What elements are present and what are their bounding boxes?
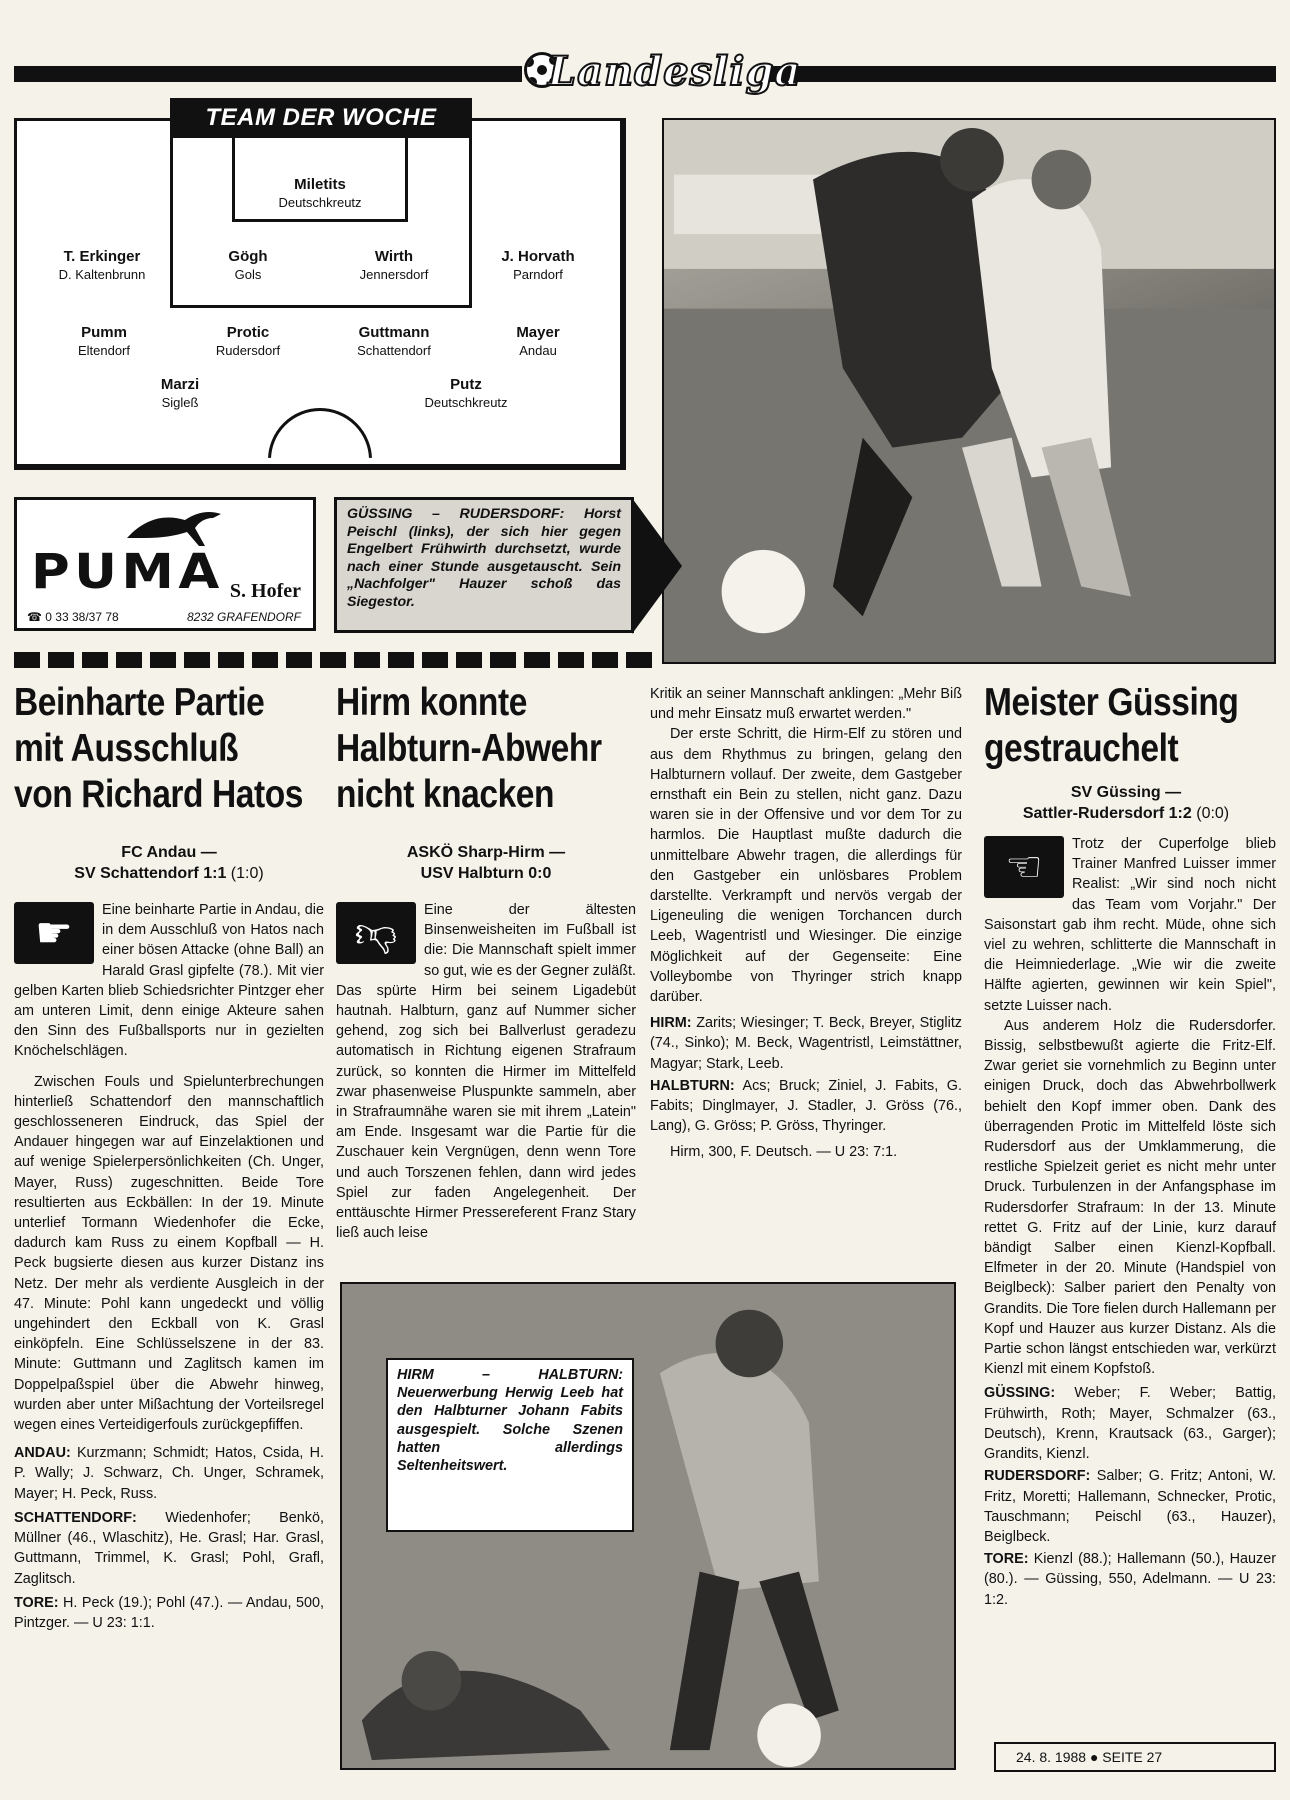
article3-body: ☜ Trotz der Cuperfolge blieb Trainer Manfred Luisser immer Realist: „Wir sind noch nicht das Team vom Vorjahr." Der Saisonstart gab ihm recht. Müde, ohne sich viel zu wehren, schlitterte die Mannschaft in die Heimniederlage. „Wie wir die zweite Hälfte agierten, gewinnen wir kein Spiel", setzte Luisser nach. Aus anderem Holz die Rudersdorfer. Bissig, selbstbewußt agierte die Fritz-Elf. Zwar geriet sie vornehmlich zu Beginn unter einigen Druck, doch das Abwehrbollwerk behielt den Kopf immer oben. Dank des überragenden Protic im Mittelfeld löste sich Rudersdorf aus der Umklammerung, die restliche Spielzeit geriet es nicht mehr unter Druck. Turbulenzen in der Anfangsphase im Rudersdorfer Strafraum: In der 13. Minute rettet G. Fritz auf der Linie, kurz darauf bändigt Salber einen Kienzl-Kopfball. Elfmeter in der 20. Minute (Handspiel von Beiglbeck): Salber pariert den Penalty von Grandits. Die Tore fielen durch Hallemann per Kopf und Hauzer aus kurzer Distanz. Als die Partie schon längst entschieden war, verkürzt Kienzl mit einem Kopfstoß. GÜSSING: Weber; F. Weber; Battig, Frühwirth, Roth; Mayer, Schmalzer (63., Deutsch), Krenn, Krautsack (63., Garger); Grandits, Kienzl. RUDERSDORF: Salber; G. Fritz; Antoni, W. Fritz, Moretti; Hallemann, Schnecker, Protic, Tauschmann; Peischl (63., Hauzer), Beiglbeck. TORE: Kienzl (88.); Hallemann (50.), Hauzer (80.). — Güssing, 550, Adelmann. — U 23: 1:2. — [984, 836, 1277, 1608]
dealer-phone: ☎ 0 33 38/37 78 — [27, 610, 119, 624]
player-wirth: Wirth Jennersdorf — [359, 248, 429, 282]
player-marzi: Marzi Sigleß — [160, 376, 200, 410]
player-miletits: Miletits Deutschkreutz — [278, 176, 362, 210]
player-guttmann: Guttmann Schattendorf — [357, 324, 431, 358]
puma-logo: PUMA — [31, 544, 224, 600]
player-gogh: Gögh Gols — [228, 248, 268, 282]
article2-body-col2: Kritik an seiner Mannschaft anklingen: „Mehr Biß und mehr Einsatz muß erwartet werden." Der erste Schritt, die Hirm-Elf zu stören und aus dem Rhythmus zu bringen, gelang den Halbturnern vollauf. Der zweite, dem Gastgeber ernsthaft ein Bein zu stellen, nicht ganz. Dazu waren sie in der Offensive und vor dem Tor zu harmlos. Die Hauptlast mußte dadurch die unmittelbare Abwehr tragen, die allerdings für den Gastgeber ein unlösbares Problem darstellte. Verkrampft und nervös vergab der Ligeneuling die wenigen Torchancen durch Leeb, Wagentristl und Wiesinger. Die einzige Möglichkeit auf der Gegenseite: Eine Volleybombe von Thyringer strich knapp darüber. HIRM: Zarits; Wiesinger; T. Beck, Breyer, Stiglitz (74., Sinko); M. Beck, Wagentristl, Leimstättner, Magyar; Stark, Leeb. HALBTURN: Acs; Bruck; Ziniel, J. Fabits, G. Fabits; Dinglmayer, J. Stadler, J. Gröss (76., Lang), G. Gröss; P. Gröss, Thyringer. Hirm, 300, F. Deutsch. — U 23: 7:1. — [650, 686, 963, 1161]
result-article1: FC Andau — SV Schattendorf 1:1 (1:0) — [74, 844, 264, 882]
player-protic: Protic Rudersdorf — [215, 324, 281, 358]
dashed-rule — [14, 652, 654, 668]
match-photo-gussing — [662, 118, 1276, 664]
pointing-hand-icon: ☜ — [984, 836, 1064, 898]
pointing-hand-icon: ☛ — [14, 902, 94, 964]
photo-caption-hirm: HIRM – HALBTURN: Neuerwerbung Herwig Leeb hat den Halbturner Johann Fabits ausgespielt. Solche Szenen hatten allerdings Seltenheitswert. — [386, 1358, 634, 1532]
player-horvath: J. Horvath Parndorf — [501, 248, 575, 282]
result-article2: ASKÖ Sharp-Hirm — USV Halbturn 0:0 — [406, 844, 566, 882]
dealer-address: 8232 GRAFENDORF — [186, 610, 301, 624]
dealer-name: S. Hofer — [229, 580, 301, 602]
player-pumm: Pumm Eltendorf — [77, 324, 131, 358]
article1-body: ☛ Eine beinharte Partie in Andau, die in dem Ausschluß von Hatos nach einer bösen Attacke (ohne Ball) an Harald Grasl gipfelte (78.). Mit vier gelben Karten blieb Schiedsrichter Pintzger eher am unteren Limit, denn einige Akteure sahen den Sinn des Fußballsports nur in gezielten Knöchelschlägen. Zwischen Fouls und Spielunterbrechungen hinterließ Schattendorf den mannschaftlich geschlosseneren Eindruck, das Spiel der Andauer hingegen war auf Einzelaktionen und auf wenige Spielerpersönlichkeiten (Ch. Unger, Mayer, Russ) zugeschnitten. Beide Tore resultierten aus Eckbällen: In der 19. Minute unterlief Tormann Wiedenhofer die Ecke, dadurch kam Russ zu einem Kopfball — H. Peck bugsierte diesen aus kurzer Distanz ins Netz. Der mehr als verdiente Ausgleich in der 47. Minute: Pohl kann ungedeckt und völlig ungehindert den Eckball von K. Grasl einköpfeln. Eine Schlüsselszene in der 83. Minute: Guttmann und Zaglitsch kamen im Doppelpaßspiel über die Abwehr hinweg, wurden aber unter Mißachtung der Vorteilsregel wegen eines Verteidigerfouls zurückgepfiffen. ANDAU: Kurzmann; Schmidt; Hatos, Csida, H. P. Wally; J. Schwarz, Ch. Unger, Schramek, Mayer; H. Peck, Russ. SCHATTENDORF: Wiedenhofer; Benkö, Müllner (46., Wlaschitz), He. Grasl; Har. Grasl, Guttmann, Trimmel, K. Grasl; Pohl, Grafl, Zaglitsch. TORE: H. Peck (19.); Pohl (47.). — Andau, 500, Pintzger. — U 23: 1:1. — [14, 902, 325, 1631]
team-title: TEAM DER WOCHE — [170, 98, 472, 138]
player-mayer: Mayer Andau — [516, 324, 560, 358]
photo-caption-gussing: GÜSSING – RUDERSDORF: Horst Peischl (links), der sich hier gegen Engelbert Frühwirth durchsetzt, wurde nach einer Stunde ausgetauscht. Sein „Nachfolger" Hauzer schoß das Siegestor. — [334, 497, 634, 633]
header-rule-right — [770, 66, 1276, 82]
caption-arrow-icon — [632, 498, 682, 634]
article2-body-col1: 👎︎ Eine der ältesten Binsenweisheiten im Fußball ist die: Die Mannschaft spielt immer so gut, wie es der Gegner zuläßt. Das spürte Hirm bei seinem Ligadebüt hautnah. Halbturn, ganz auf Nummer sicher gehend, zog sich bei Ballverlust geradezu automatisch in Richtung eigenen Strafraum zurück, so konnten die Hirmer im Mittelfeld zwar phasenweise Pluspunkte sammeln, aber in Strafraumnähe waren sie mit ihrem „Latein" am Ende. Insgesamt war die Partie für die Zuschauer kein Vergnügen, denn wenn Tore und auch Torszenen fehlen, dann wird jedes Spiel zur faden Angelegenheit. Der enttäuschte Hirmer Pressereferent Franz Stary ließ auch leise — [336, 902, 636, 1242]
headline-article3: Meister Güssing gestrauchelt — [984, 681, 1239, 770]
headline-article1: Beinharte Partie mit Ausschluß von Richard Hatos — [14, 681, 304, 816]
header-rule-left — [14, 66, 522, 82]
thumbs-down-icon: 👎︎ — [336, 902, 416, 964]
player-putz: Putz Deutschkreutz — [424, 376, 508, 410]
puma-advertisement — [14, 497, 316, 631]
section-title: Landesliga — [548, 48, 802, 95]
headline-article2: Hirm konnte Halbturn-Abwehr nicht knacken — [336, 681, 602, 816]
player-erkinger: T. Erkinger D. Kaltenbrunn — [58, 248, 146, 282]
puma-cat-icon — [125, 508, 225, 548]
page-footer: 24. 8. 1988 ● SEITE 27 — [994, 1742, 1276, 1772]
result-article3: SV Güssing — Sattler-Rudersdorf 1:2 (0:0) — [1022, 784, 1230, 822]
